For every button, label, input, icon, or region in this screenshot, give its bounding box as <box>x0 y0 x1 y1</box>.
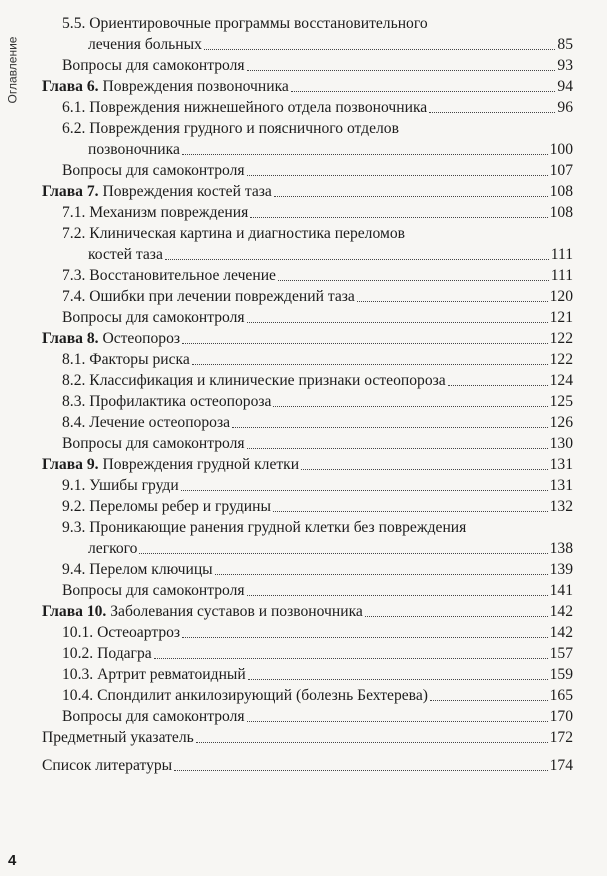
chapter-label: Глава 10. <box>42 603 107 620</box>
toc-entry-references[interactable] <box>0 755 607 776</box>
toc-entry-page: 141 <box>549 582 573 599</box>
toc-entry-title: Список литературы <box>42 757 173 774</box>
toc-entry-line <box>62 412 573 433</box>
dot-leader <box>278 279 549 281</box>
toc-entry-title: Предметный указатель <box>42 729 194 746</box>
toc-entry-page: 94 <box>557 78 573 95</box>
toc-entry-page: 139 <box>549 561 573 578</box>
dot-leader <box>274 195 548 197</box>
dot-leader <box>448 384 548 386</box>
toc-entry-page: 174 <box>549 757 573 774</box>
toc-chapter-7[interactable] <box>0 181 607 202</box>
toc-entry-7-3[interactable] <box>0 265 607 286</box>
toc-entry-questions-5[interactable] <box>0 55 607 76</box>
toc-entry-line <box>62 370 573 391</box>
toc-entry-title: 10.1. Остеоартроз <box>62 624 181 641</box>
toc-entry-title: 9.4. Перелом ключицы <box>62 561 213 578</box>
dot-leader <box>247 447 548 449</box>
toc-entry-10-4[interactable] <box>0 685 607 706</box>
toc-entry-page: 100 <box>549 141 573 158</box>
dot-leader <box>182 342 548 344</box>
dot-leader <box>247 594 548 596</box>
toc-entry-page: 121 <box>549 309 573 326</box>
toc-entry-page: 142 <box>549 624 573 641</box>
toc-entry-questions-9[interactable] <box>0 580 607 601</box>
toc-entry-10-2[interactable] <box>0 643 607 664</box>
toc-entry-title: легкого <box>88 540 138 557</box>
toc-entry-9-4[interactable] <box>0 559 607 580</box>
toc-entry-line <box>62 160 573 181</box>
toc-entry-title: 10.3. Артрит ревматоидный <box>62 666 246 683</box>
toc-entry-title: Заболевания суставов и позвоночника <box>110 603 363 620</box>
toc-entry-line <box>88 538 573 559</box>
toc-entry-line <box>62 433 573 454</box>
toc-entry-title: Вопросы для самоконтроля <box>62 435 245 452</box>
dot-leader <box>181 489 548 491</box>
toc-entry-questions-7[interactable] <box>0 307 607 328</box>
dot-leader <box>250 216 547 218</box>
toc-entry-title: 10.4. Спондилит анкилозирующий (болезнь Бехтерева) <box>62 687 428 704</box>
toc-entry-title: 9.2. Переломы ребер и грудины <box>62 498 271 515</box>
toc-entry-title: 8.2. Классификация и клинические признаки остеопороза <box>62 372 446 389</box>
toc-entry-page: 111 <box>550 267 573 284</box>
toc-entry-10-3[interactable] <box>0 664 607 685</box>
toc-entry-line <box>62 307 573 328</box>
toc-entry-8-3[interactable] <box>0 391 607 412</box>
toc-entry-line <box>62 202 573 223</box>
toc-entry-title: Остеопороз <box>102 330 181 347</box>
toc-entry-page: 165 <box>549 687 573 704</box>
dot-leader <box>182 636 548 638</box>
toc-entry-questions-10[interactable] <box>0 706 607 727</box>
dot-leader <box>139 552 547 554</box>
toc-entry-line <box>62 664 573 685</box>
toc-chapter-10[interactable] <box>0 601 607 622</box>
toc-entry-line <box>62 391 573 412</box>
toc-chapter-9[interactable] <box>0 454 607 475</box>
toc-entry-title: Вопросы для самоконтроля <box>62 309 245 326</box>
dot-leader <box>247 321 548 323</box>
page-number: 4 <box>8 852 17 869</box>
chapter-label: Глава 9. <box>42 456 99 473</box>
toc-entry-page: 96 <box>557 99 573 116</box>
toc-entry-page: 111 <box>550 246 573 263</box>
toc-entry-page: 108 <box>549 204 573 221</box>
toc-entry-10-1[interactable] <box>0 622 607 643</box>
dot-leader <box>430 699 548 701</box>
dot-leader <box>247 720 548 722</box>
toc-entry-page: 159 <box>549 666 573 683</box>
toc-entry-page: 131 <box>549 477 573 494</box>
running-head-text: Оглавление <box>5 36 19 104</box>
toc-entry-line <box>62 265 573 286</box>
chapter-label: Глава 7. <box>42 183 99 200</box>
toc-entry-8-1[interactable] <box>0 349 607 370</box>
toc-entry-first-line: 7.2. Клиническая картина и диагностика переломов <box>62 225 405 242</box>
toc-entry-9-2[interactable] <box>0 496 607 517</box>
toc-entry-title: 6.1. Повреждения нижнешейного отдела позвоночника <box>62 99 428 116</box>
dot-leader <box>196 741 548 743</box>
toc-entry-first-line: 9.3. Проникающие ранения грудной клетки без повреждения <box>62 519 467 536</box>
toc-entry-page: 138 <box>549 540 573 557</box>
toc-entry-title: Повреждения грудной клетки <box>102 456 300 473</box>
toc-entry-line <box>42 76 573 97</box>
toc-entry-page: 124 <box>549 372 573 389</box>
toc-entry-title: 8.1. Факторы риска <box>62 351 190 368</box>
dot-leader <box>429 111 555 113</box>
dot-leader <box>365 615 548 617</box>
dot-leader <box>215 573 548 575</box>
toc-entry-first-line: 6.2. Повреждения грудного и поясничного отделов <box>62 120 399 137</box>
toc-entry-page: 93 <box>557 57 573 74</box>
dot-leader <box>247 69 556 71</box>
dot-leader <box>154 657 548 659</box>
dot-leader <box>192 363 548 365</box>
toc-entry-line <box>42 601 573 622</box>
dot-leader <box>273 510 548 512</box>
toc-entry-title: Повреждения костей таза <box>102 183 272 200</box>
toc-entry-line <box>62 580 573 601</box>
dot-leader <box>291 90 556 92</box>
toc-entry-line <box>42 181 573 202</box>
dot-leader <box>174 769 547 771</box>
dot-leader <box>182 153 548 155</box>
toc-entry-5-5[interactable] <box>0 13 607 55</box>
toc-entry-questions-8[interactable] <box>0 433 607 454</box>
toc-entry-6-1[interactable] <box>0 97 607 118</box>
toc-entry-subject-index[interactable] <box>0 727 607 748</box>
dot-leader <box>273 405 547 407</box>
toc-entry-title: 9.1. Ушибы груди <box>62 477 179 494</box>
toc-entry-title: костей таза <box>88 246 163 263</box>
toc-entry-page: 107 <box>549 162 573 179</box>
toc-entry-title: Вопросы для самоконтроля <box>62 582 245 599</box>
chapter-label: Глава 8. <box>42 330 99 347</box>
toc-entry-line <box>62 475 573 496</box>
toc-entry-line <box>88 139 573 160</box>
dot-leader <box>165 258 549 260</box>
toc-entry-line <box>62 97 573 118</box>
dot-leader <box>357 300 548 302</box>
toc-entry-first-line: 5.5. Ориентировочные программы восстановительного <box>62 15 428 32</box>
toc-entry-line <box>88 34 573 55</box>
toc-entry-9-1[interactable] <box>0 475 607 496</box>
toc-entry-page: 120 <box>549 288 573 305</box>
toc-entry-page: 85 <box>557 36 573 53</box>
toc-entry-line <box>42 454 573 475</box>
dot-leader <box>247 174 548 176</box>
toc-entry-7-1[interactable] <box>0 202 607 223</box>
toc-entry-7-4[interactable] <box>0 286 607 307</box>
toc-entry-8-4[interactable] <box>0 412 607 433</box>
toc-chapter-6[interactable] <box>0 76 607 97</box>
toc-entry-page: 172 <box>549 729 573 746</box>
toc-entry-line <box>62 286 573 307</box>
toc-entry-page: 170 <box>549 708 573 725</box>
toc-entry-title: 8.4. Лечение остеопороза <box>62 414 231 431</box>
toc-entry-line <box>62 496 573 517</box>
toc-entry-page: 122 <box>549 330 573 347</box>
toc-entry-page: 108 <box>549 183 573 200</box>
toc-entry-title: 7.4. Ошибки при лечении повреждений таза <box>62 288 355 305</box>
chapter-label: Глава 6. <box>42 78 99 95</box>
dot-leader <box>204 48 556 50</box>
toc-entry-line <box>42 755 573 776</box>
toc-entry-title: 10.2. Подагра <box>62 645 152 662</box>
toc-entry-page: 132 <box>549 498 573 515</box>
toc-entry-line <box>62 622 573 643</box>
toc-entry-line <box>62 685 573 706</box>
toc-entry-page: 131 <box>549 456 573 473</box>
toc-entry-page: 125 <box>549 393 573 410</box>
toc-entry-title: 7.1. Механизм повреждения <box>62 204 249 221</box>
toc-entry-line <box>62 559 573 580</box>
toc-entry-line <box>62 55 573 76</box>
toc-entry-8-2[interactable] <box>0 370 607 391</box>
toc-entry-7-2[interactable] <box>0 223 607 265</box>
toc-entry-line <box>42 727 573 748</box>
toc-entry-line <box>62 706 573 727</box>
dot-leader <box>248 678 548 680</box>
toc-entry-title: позвоночника <box>88 141 180 158</box>
toc-entry-line <box>62 643 573 664</box>
toc-entry-page: 122 <box>549 351 573 368</box>
toc-entry-page: 130 <box>549 435 573 452</box>
dot-leader <box>232 426 548 428</box>
toc-entry-line <box>88 244 573 265</box>
dot-leader <box>301 468 548 470</box>
toc-entry-title: 8.3. Профилактика остеопороза <box>62 393 272 410</box>
toc-entry-title: Вопросы для самоконтроля <box>62 162 245 179</box>
toc-entry-title: 7.3. Восстановительное лечение <box>62 267 276 284</box>
toc-entry-line <box>42 328 573 349</box>
toc-entry-page: 142 <box>549 603 573 620</box>
toc-entry-questions-6[interactable] <box>0 160 607 181</box>
toc-entry-line <box>62 349 573 370</box>
toc-entry-page: 157 <box>549 645 573 662</box>
toc-entry-title: Вопросы для самоконтроля <box>62 57 245 74</box>
toc-entry-title: Повреждения позвоночника <box>102 78 289 95</box>
toc-entry-title: Вопросы для самоконтроля <box>62 708 245 725</box>
toc-entry-page: 126 <box>549 414 573 431</box>
toc-chapter-8[interactable] <box>0 328 607 349</box>
toc-entry-9-3[interactable] <box>0 517 607 559</box>
toc-entry-6-2[interactable] <box>0 118 607 160</box>
toc-entry-title: лечения больных <box>88 36 202 53</box>
